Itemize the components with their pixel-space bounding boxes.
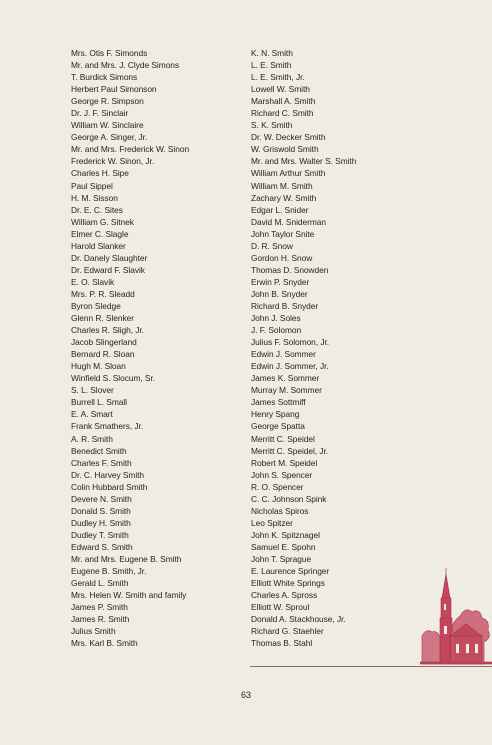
donor-name: John S. Spencer — [251, 469, 313, 480]
donor-name: H. M. Sisson — [71, 192, 118, 203]
donor-name: William W. Sinclaire — [71, 120, 144, 131]
donor-name: Edward S. Smith — [71, 541, 133, 552]
donor-name: Dudley H. Smith — [71, 517, 131, 528]
donor-name: Edwin J. Sommer — [251, 349, 316, 360]
donor-name: Mrs. P. R. Sleadd — [71, 288, 135, 299]
donor-name: A. R. Smith — [71, 433, 113, 444]
donor-name: Elmer C. Slagle — [71, 228, 129, 239]
donor-list-left-column — [71, 47, 189, 649]
donor-name: John J. Soles — [251, 313, 301, 324]
donor-name: Dr. C. Harvey Smith — [71, 469, 145, 480]
donor-name: Richard C. Smith — [251, 108, 314, 119]
donor-name: Nicholas Spiros — [251, 505, 309, 516]
donor-name: Charles R. Sligh, Jr. — [71, 325, 144, 336]
donor-name: Mrs. Otis F. Simonds — [71, 48, 148, 58]
donor-name: Colin Hubbard Smith — [71, 481, 148, 492]
donor-name: Julius Smith — [71, 626, 116, 637]
donor-name: Lowell W. Smith — [251, 84, 310, 95]
donor-name: James K. Sommer — [251, 373, 320, 384]
donor-name: John K. Spitznagel — [251, 529, 320, 540]
donor-name: D. R. Snow — [251, 240, 293, 251]
church-illustration-icon — [420, 566, 492, 666]
donor-name: Mr. and Mrs. Eugene B. Smith — [71, 553, 182, 564]
donor-name: Bernard R. Sloan — [71, 349, 135, 360]
donor-name: Mrs. Karl B. Smith — [71, 638, 138, 649]
donor-name: W. Griswold Smith — [251, 144, 319, 155]
donor-name: James Sottmiff — [251, 397, 306, 408]
donor-name: Dudley T. Smith — [71, 529, 129, 540]
donor-name: William M. Smith — [251, 180, 313, 191]
donor-name: E. Laurence Springer — [251, 566, 330, 577]
donor-name: Devere N. Smith — [71, 493, 132, 504]
donor-name: Samuel E. Spohn — [251, 541, 316, 552]
donor-name: Charles F. Smith — [71, 457, 132, 468]
donor-name: Gordon H. Snow — [251, 252, 313, 263]
donor-name: S. K. Smith — [251, 120, 293, 131]
donor-name: E. O. Slavik — [71, 276, 115, 287]
donor-name: L. E. Smith, Jr. — [251, 72, 305, 83]
donor-name: Jacob Slingerland — [71, 337, 137, 348]
donor-name: Charles A. Spross — [251, 590, 318, 601]
donor-name: Eugene B. Smith, Jr. — [71, 566, 147, 577]
donor-name: Hugh M. Sloan — [71, 361, 126, 372]
donor-name: L. E. Smith — [251, 60, 292, 71]
page-number: 63 — [240, 690, 251, 700]
donor-name: Elliott W. Sproul — [251, 602, 310, 613]
donor-name: Thomas D. Snowden — [251, 264, 329, 275]
donor-name: Glenn R. Slenker — [71, 313, 134, 324]
donor-name: R. O. Spencer — [251, 481, 304, 492]
donor-name: William G. Sitnek — [71, 216, 134, 227]
donor-name: Merritt C. Speidel, Jr. — [251, 445, 329, 456]
donor-name: George A. Singer, Jr. — [71, 132, 148, 143]
donor-name: Mr. and Mrs. J. Clyde Simons — [71, 60, 179, 71]
donor-name: Marshall A. Smith — [251, 96, 316, 107]
donor-name: Donald A. Stackhouse, Jr. — [251, 614, 346, 625]
donor-name: Winfield S. Slocum, Sr. — [71, 373, 156, 384]
donor-name: William Arthur Smith — [251, 168, 326, 179]
donor-name: James P. Smith — [71, 602, 128, 613]
donor-name: K. N. Smith — [251, 48, 293, 58]
donor-name: Charles H. Sipe — [71, 168, 129, 179]
donor-name: Mrs. Helen W. Smith and family — [71, 590, 187, 601]
donor-name: Donald S. Smith — [71, 505, 131, 516]
donor-name: Richard B. Snyder — [251, 300, 319, 311]
donor-name: Elliott White Springs — [251, 578, 325, 589]
donor-name: John T. Sprague — [251, 553, 312, 564]
donor-name: Erwin P. Snyder — [251, 276, 310, 287]
donor-name: Dr. Danely Slaughter — [71, 252, 148, 263]
donor-name: James R. Smith — [71, 614, 130, 625]
donor-name: Herbert Paul Simonson — [71, 84, 157, 95]
donor-name: Henry Spang — [251, 409, 300, 420]
donor-name: Robert M. Speidel — [251, 457, 318, 468]
donor-name: Murray M. Sommer — [251, 385, 322, 396]
donor-name: Frank Smathers, Jr. — [71, 421, 144, 432]
donor-name: John Taylor Snite — [251, 228, 315, 239]
donor-name: Mr. and Mrs. Walter S. Smith — [251, 156, 357, 167]
donor-name: Zachary W. Smith — [251, 192, 317, 203]
donor-name: Mr. and Mrs. Frederick W. Sinon — [71, 144, 190, 155]
donor-name: J. F. Solomon — [251, 325, 302, 336]
donor-name: Burrell L. Small — [71, 397, 127, 408]
donor-name: T. Burdick Simons — [71, 72, 138, 83]
donor-name: S. L. Slover — [71, 385, 114, 396]
donor-name: Dr. W. Decker Smith — [251, 132, 326, 143]
donor-name: C. C. Johnson Spink — [251, 493, 327, 504]
donor-name: Paul Sippel — [71, 180, 113, 191]
donor-name: George R. Simpson — [71, 96, 144, 107]
donor-name: Dr. E. C. Sites — [71, 204, 123, 215]
donor-name: Dr. Edward F. Slavik — [71, 264, 145, 275]
donor-name: John B. Snyder — [251, 288, 308, 299]
donor-name: David M. Sniderman — [251, 216, 326, 227]
donor-name: Leo Spitzer — [251, 517, 293, 528]
donor-name: Julius F. Solomon, Jr. — [251, 337, 330, 348]
donor-name: George Spatta — [251, 421, 305, 432]
donor-name: Dr. J. F. Sinclair — [71, 108, 129, 119]
footer-rule — [250, 666, 492, 667]
donor-name: Edwin J. Sommer, Jr. — [251, 361, 329, 372]
donor-name: Richard G. Staehler — [251, 626, 324, 637]
donor-name: E. A. Smart — [71, 409, 113, 420]
donor-name: Merritt C. Speidel — [251, 433, 315, 444]
donor-name: Frederick W. Sinon, Jr. — [71, 156, 155, 167]
donor-name: Byron Sledge — [71, 300, 121, 311]
donor-name: Harold Slanker — [71, 240, 126, 251]
donor-list-right-column — [251, 47, 356, 649]
donor-name: Benedict Smith — [71, 445, 127, 456]
donor-name: Gerald L. Smith — [71, 578, 129, 589]
donor-name: Thomas B. Stahl — [251, 638, 313, 649]
donor-name: Edgar L. Snider — [251, 204, 309, 215]
